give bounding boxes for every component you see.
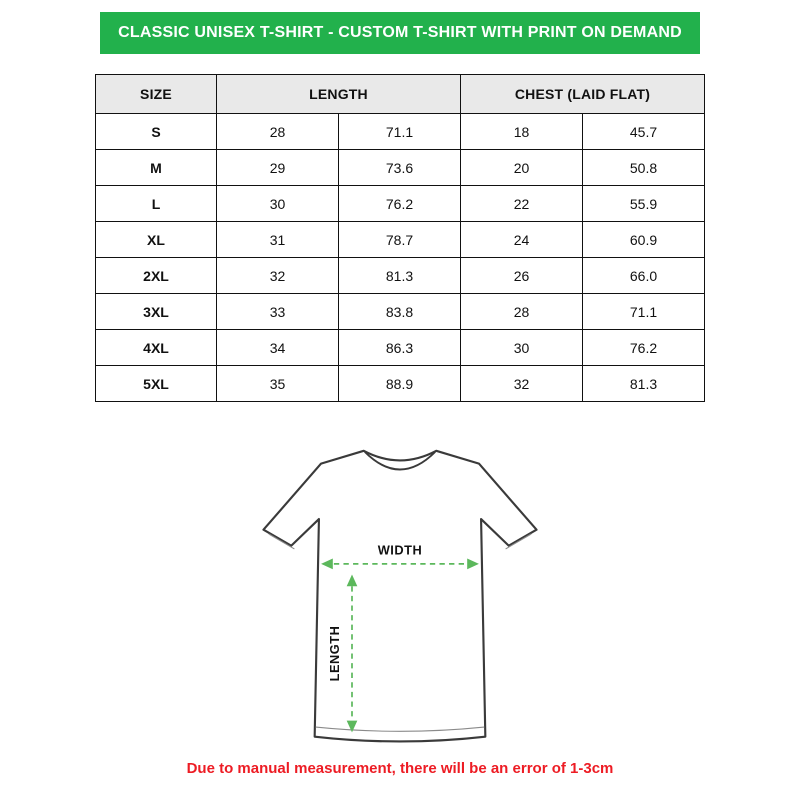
chest-cm-cell: 50.8 <box>583 150 705 186</box>
width-label: WIDTH <box>377 542 423 558</box>
length-in-cell: 31 <box>217 222 339 258</box>
table-row <box>96 222 705 258</box>
chest-cm-cell: 81.3 <box>583 366 705 402</box>
length-in-cell: 30 <box>217 186 339 222</box>
length-cm-cell: 81.3 <box>339 258 461 294</box>
size-cell: 3XL <box>96 294 217 330</box>
header-size: SIZE <box>96 75 217 114</box>
table-row <box>96 294 705 330</box>
chest-in-cell: 30 <box>461 330 583 366</box>
tshirt-drawing <box>240 438 560 758</box>
chest-in-cell: 24 <box>461 222 583 258</box>
chest-in-cell: 20 <box>461 150 583 186</box>
tshirt-outline <box>263 451 536 742</box>
table-header-row <box>96 75 705 114</box>
header-chest: CHEST (LAID FLAT) <box>461 75 705 114</box>
length-in-cell: 32 <box>217 258 339 294</box>
table-row <box>96 114 705 150</box>
size-cell: S <box>96 114 217 150</box>
page-title: CLASSIC UNISEX T-SHIRT - CUSTOM T-SHIRT WITH PRINT ON DEMAND <box>118 24 682 41</box>
chest-cm-cell: 66.0 <box>583 258 705 294</box>
size-cell: L <box>96 186 217 222</box>
tshirt-diagram <box>0 438 800 758</box>
length-in-cell: 28 <box>217 114 339 150</box>
length-label: LENGTH <box>327 625 343 682</box>
size-cell: 2XL <box>96 258 217 294</box>
length-cm-cell: 83.8 <box>339 294 461 330</box>
chest-cm-cell: 71.1 <box>583 294 705 330</box>
length-cm-cell: 86.3 <box>339 330 461 366</box>
chest-cm-cell: 76.2 <box>583 330 705 366</box>
size-cell: XL <box>96 222 217 258</box>
chest-in-cell: 28 <box>461 294 583 330</box>
length-in-cell: 35 <box>217 366 339 402</box>
length-cm-cell: 88.9 <box>339 366 461 402</box>
header-length: LENGTH <box>217 75 461 114</box>
length-in-cell: 29 <box>217 150 339 186</box>
length-in-cell: 34 <box>217 330 339 366</box>
measurement-note: Due to manual measurement, there will be an error of 1-3cm <box>186 760 614 777</box>
chest-cm-cell: 60.9 <box>583 222 705 258</box>
table-row <box>96 366 705 402</box>
table-row <box>96 150 705 186</box>
chest-in-cell: 22 <box>461 186 583 222</box>
size-cell: M <box>96 150 217 186</box>
chest-in-cell: 26 <box>461 258 583 294</box>
table-row <box>96 258 705 294</box>
title-banner <box>100 12 700 54</box>
length-cm-cell: 71.1 <box>339 114 461 150</box>
table-row <box>96 186 705 222</box>
chest-in-cell: 32 <box>461 366 583 402</box>
size-cell: 4XL <box>96 330 217 366</box>
length-cm-cell: 76.2 <box>339 186 461 222</box>
chest-in-cell: 18 <box>461 114 583 150</box>
length-cm-cell: 78.7 <box>339 222 461 258</box>
size-cell: 5XL <box>96 366 217 402</box>
size-chart-table <box>95 74 705 402</box>
table-row <box>96 330 705 366</box>
chest-cm-cell: 55.9 <box>583 186 705 222</box>
length-in-cell: 33 <box>217 294 339 330</box>
chest-cm-cell: 45.7 <box>583 114 705 150</box>
length-cm-cell: 73.6 <box>339 150 461 186</box>
